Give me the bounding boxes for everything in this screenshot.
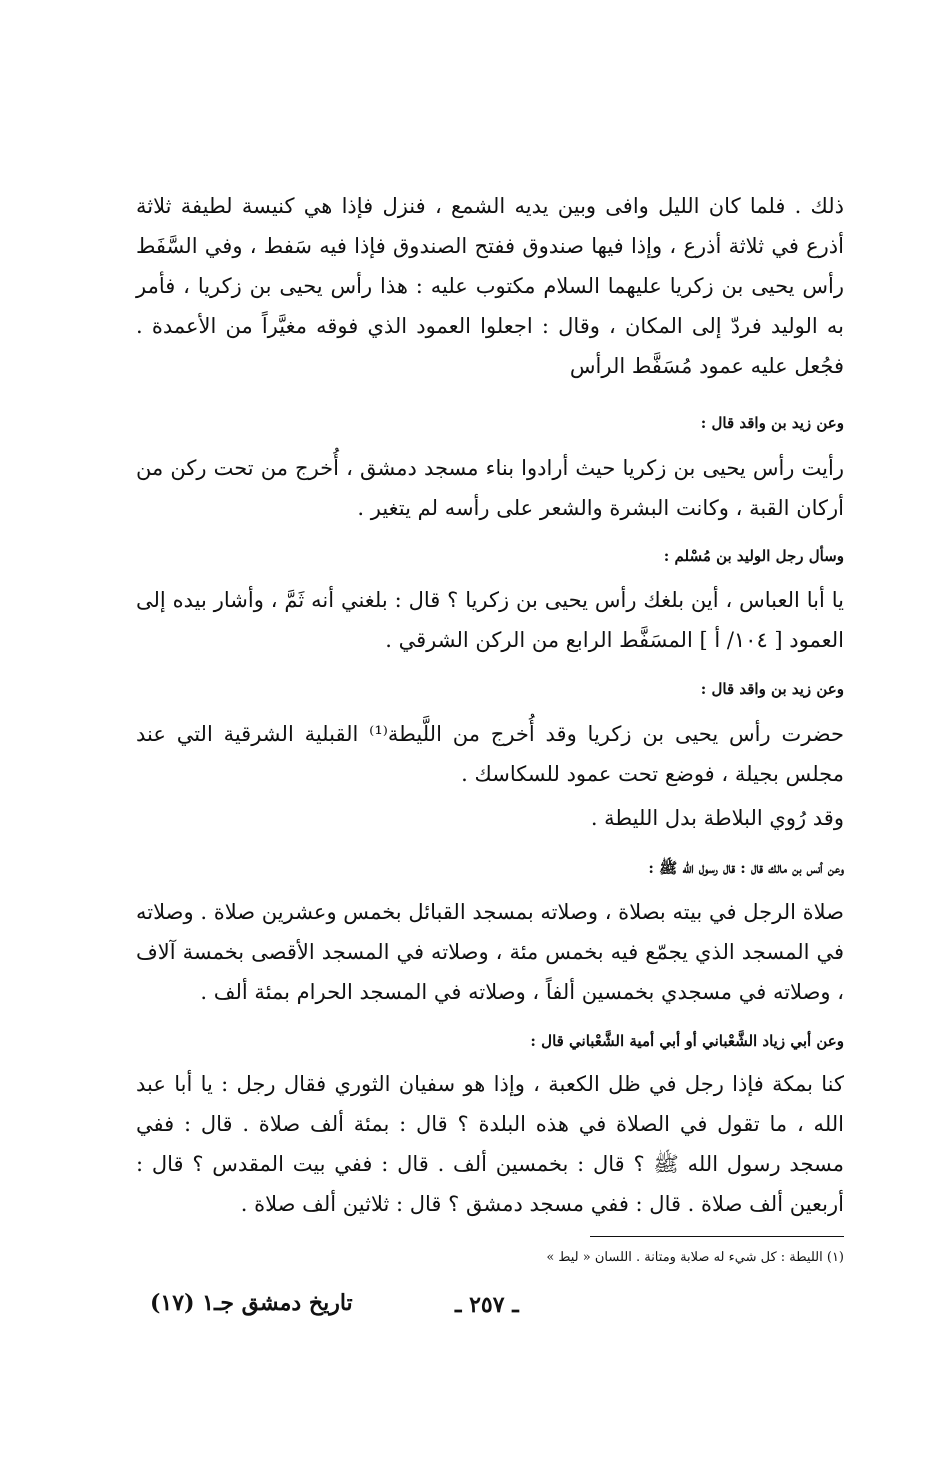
page-number: ـ ٢٥٧ ـ [455, 1292, 519, 1318]
body-paragraph: رأيت رأس يحيى بن زكريا حيث أرادوا بناء مسجد دمشق ، أُخرج من تحت ركن من أركان القبة ، وكانت البشرة والشعر على رأسه لم يتغير . [136, 456, 844, 520]
body-paragraph: حضرت رأس يحيى بن زكريا وقد أُخرج من اللَّيطة⁽¹⁾ القبلية الشرقية التي عند مجلس بجيلة ، فوضع تحت عمود للسكاسك . [136, 722, 844, 786]
narration-heading: وسأل رجل الوليد بن مُسْلم : [663, 547, 844, 565]
narration-heading: وعن زيد بن واقد قال : [700, 414, 844, 432]
body-paragraph: يا أبا العباس ، أين بلغك رأس يحيى بن زكريا ؟ قال : بلغني أنه ثَمَّ ، وأشار بيده إلى العمود [ ١٠٤/ أ ] المسَفَّط الرابع من الركن الشرقي . [136, 588, 844, 652]
body-paragraph: صلاة الرجل في بيته بصلاة ، وصلاته بمسجد القبائل بخمس وعشرين صلاة . وصلاته في المسجد الذي يجمّع فيه بخمس مئة ، وصلاته في المسجد الأقصى بخمسة آلاف ، وصلاته في مسجدي بخمسين ألفاً ، وصلاته في المسجد الحرام بمئة ألف . [136, 900, 844, 1004]
narration-heading: وعن زيد بن واقد قال : [700, 680, 844, 698]
footnote-divider [590, 1236, 844, 1237]
narration-heading: وعن أنس بن مالك قال : قال رسول الله ﷺ : [648, 859, 844, 877]
body-paragraph: وقد رُوي البلاطة بدل الليطة . [590, 806, 844, 830]
body-paragraph: ذلك . فلما كان الليل وافى وبين يديه الشمع ، فنزل فإذا هي كنيسة لطيفة ثلاثة أذرع في ثلاثة أذرع ، وإذا فيها صندوق ففتح الصندوق فإذا فيه سَفط ، وفي السَّفَط رأس يحيى بن زكريا عليهما السلام مكتوب عليه : هذا رأس يحيى بن زكريا ، فأمر به الوليد فردّ إلى المكان ، وقال : اجعلوا العمود الذي فوقه مغيَّراً من الأعمدة . فجُعل عليه عمود مُسَفَّط الرأس [136, 194, 844, 378]
footnote: (١) الليطة : كل شيء له صلابة ومتانة . اللسان « ليط » [546, 1250, 844, 1265]
book-title-footer: تاريخ دمشق جـ١ (١٧) [150, 1290, 353, 1316]
body-paragraph: كنا بمكة فإذا رجل في ظل الكعبة ، وإذا هو سفيان الثوري فقال رجل : يا أبا عبد الله ، ما تقول في الصلاة في هذه البلدة ؟ قال : بمئة ألف صلاة . قال : ففي مسجد رسول الله ﷺ ؟ قال : بخمسين ألف . قال : ففي بيت المقدس ؟ قال : أربعين ألف صلاة . قال : ففي مسجد دمشق ؟ قال : ثلاثين ألف صلاة . [136, 1072, 844, 1216]
narration-heading: وعن أبي زياد الشَّعْباني أو أبي أمية الشَّعْباني قال : [530, 1032, 844, 1050]
